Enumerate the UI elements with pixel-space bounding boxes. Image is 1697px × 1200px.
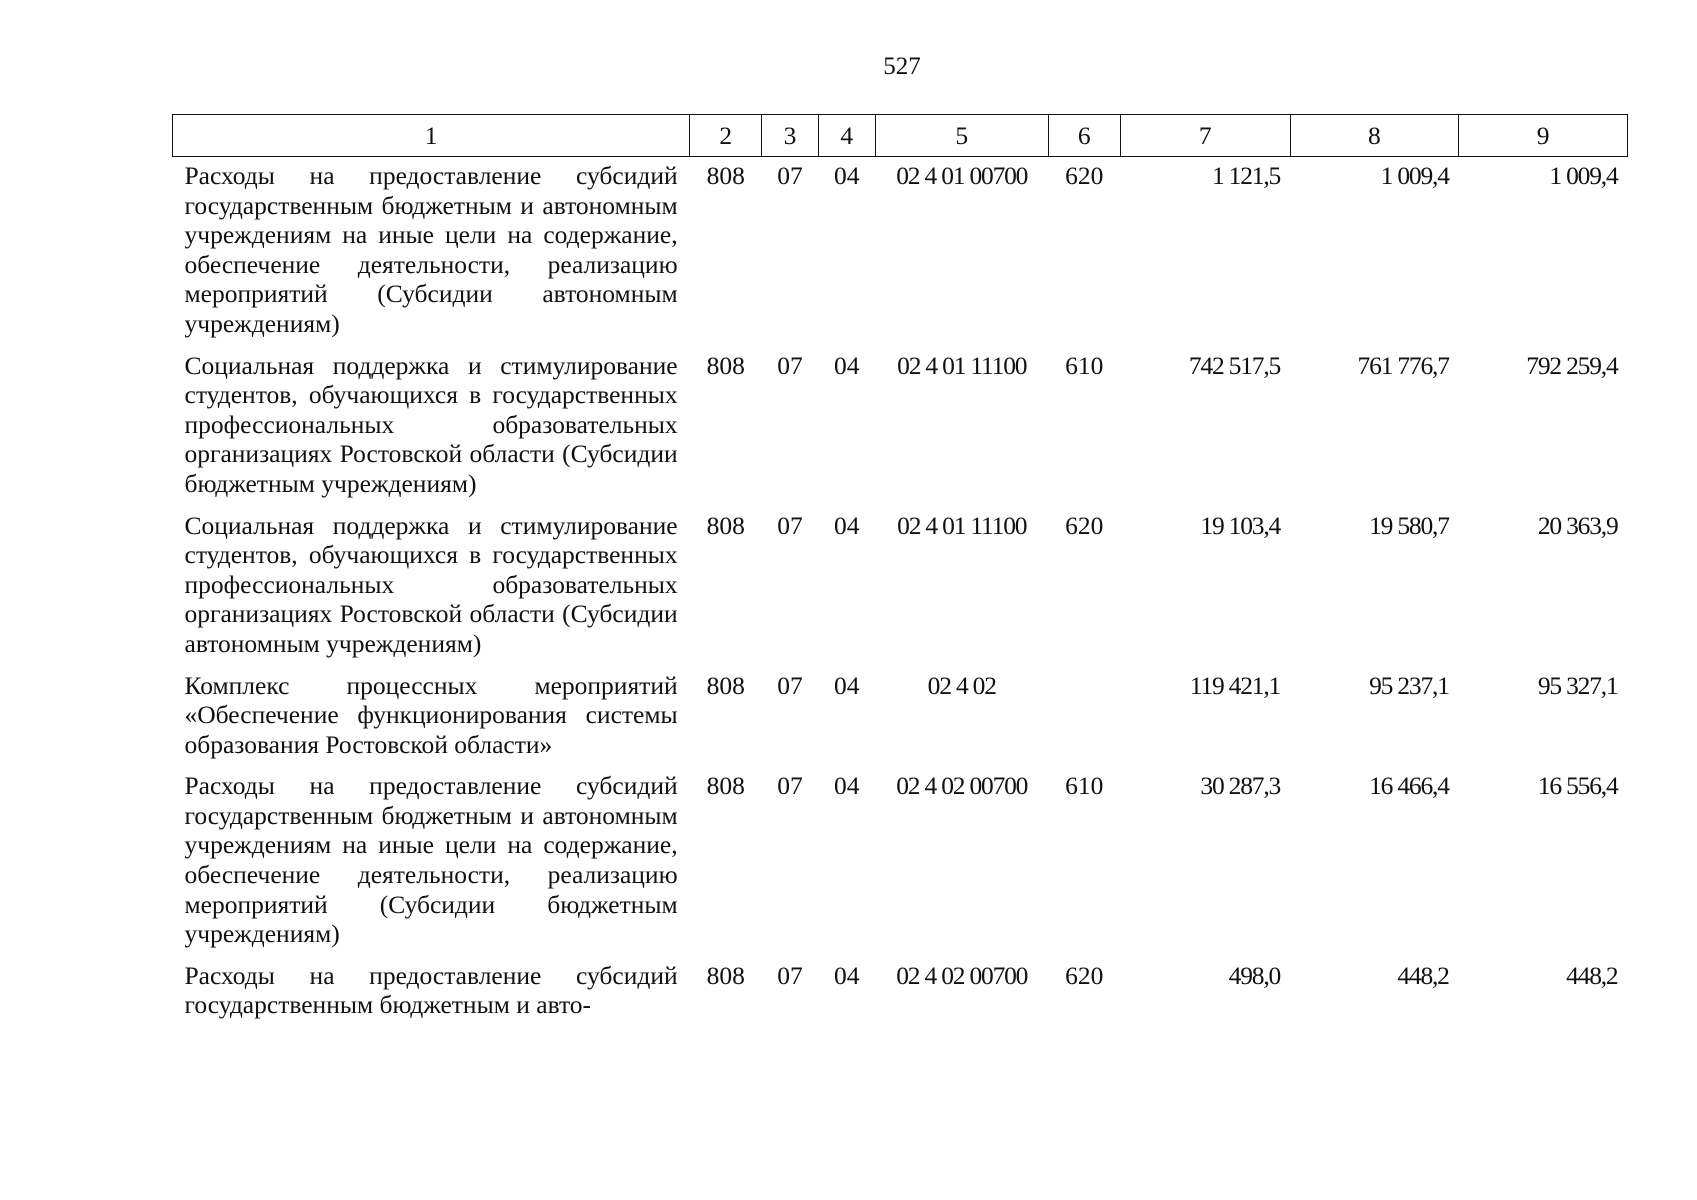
subsection-code-cell: 04 (834, 960, 860, 990)
table-row (173, 507, 1628, 667)
amount-col7-cell: 742 517,5 (1188, 350, 1281, 380)
ministry-code-cell: 808 (706, 771, 745, 801)
target-article-cell: 02 4 02 (927, 670, 996, 700)
column-header: 4 (818, 115, 875, 157)
column-header: 8 (1290, 115, 1459, 157)
amount-col9-cell: 16 556,4 (1537, 771, 1618, 801)
amount-col8-cell: 1 009,4 (1380, 161, 1449, 190)
table-row (173, 157, 1628, 347)
amount-col7-cell: 1 121,5 (1211, 161, 1281, 190)
section-code-cell: 07 (777, 510, 803, 540)
expense-name-cell: Комплекс процессных мероприятий «Обеспечение функционирования системы образования Ростовской области» (184, 670, 678, 759)
column-header: 1 (173, 115, 690, 157)
amount-col7-cell: 19 103,4 (1200, 510, 1281, 540)
amount-col9-cell: 95 327,1 (1537, 670, 1618, 700)
column-header: 9 (1459, 115, 1628, 157)
expense-type-cell: 610 (1065, 350, 1104, 380)
ministry-code-cell: 808 (706, 960, 745, 990)
ministry-code-cell: 808 (706, 670, 745, 700)
column-header: 6 (1048, 115, 1120, 157)
amount-col8-cell: 16 466,4 (1369, 771, 1449, 801)
table-row (173, 957, 1628, 1028)
section-code-cell: 07 (777, 670, 803, 700)
column-header: 3 (762, 115, 818, 157)
amount-col8-cell: 95 237,1 (1369, 670, 1449, 700)
expense-type-cell (1048, 667, 1120, 768)
expense-type-cell: 620 (1065, 960, 1104, 990)
amount-col9-cell: 448,2 (1566, 960, 1618, 990)
subsection-code-cell: 04 (834, 670, 860, 700)
target-article-cell: 02 4 02 00700 (896, 771, 1028, 801)
expense-type-cell: 620 (1065, 161, 1104, 190)
target-article-cell: 02 4 02 00700 (896, 960, 1028, 990)
section-code-cell: 07 (777, 161, 803, 190)
amount-col9-cell: 792 259,4 (1526, 350, 1618, 380)
table-row (173, 667, 1628, 768)
amount-col9-cell: 1 009,4 (1549, 161, 1618, 190)
expense-name-cell: Расходы на предоставление субсидий государственным бюджетным и автономным учреждениям на иные цели на содержание, обеспечение деятельности, реализацию мероприятий (Субсидии бюджетным учреждениям) (184, 771, 678, 949)
section-code-cell: 07 (777, 960, 803, 990)
column-header: 7 (1120, 115, 1290, 157)
amount-col8-cell: 448,2 (1397, 960, 1449, 990)
column-header: 2 (690, 115, 762, 157)
expense-name-cell: Расходы на предоставление субсидий государственным бюджетным и авто- (184, 960, 678, 1020)
amount-col7-cell: 30 287,3 (1200, 771, 1281, 801)
amount-col7-cell: 119 421,1 (1189, 670, 1281, 700)
amount-col8-cell: 19 580,7 (1369, 510, 1449, 540)
subsection-code-cell: 04 (834, 161, 860, 190)
subsection-code-cell: 04 (834, 350, 860, 380)
table-row (173, 767, 1628, 957)
expense-name-cell: Социальная поддержка и стимулирование студентов, обучающихся в государственных профессиональных образовательных организациях Ростовской области (Субсидии автономным учреждениям) (184, 510, 678, 658)
page-number: 527 (883, 53, 921, 80)
subsection-code-cell: 04 (834, 771, 860, 801)
target-article-cell: 02 4 01 11100 (897, 350, 1027, 380)
ministry-code-cell: 808 (706, 510, 745, 540)
expense-name-cell: Социальная поддержка и стимулирование студентов, обучающихся в государственных профессиональных образовательных организациях Ростовской области (Субсидии бюджетным учреждениям) (184, 350, 678, 498)
amount-col8-cell: 761 776,7 (1357, 350, 1449, 380)
ministry-code-cell: 808 (706, 161, 745, 190)
budget-table (172, 114, 1628, 1028)
ministry-code-cell: 808 (706, 350, 745, 380)
expense-type-cell: 610 (1065, 771, 1104, 801)
expense-type-cell: 620 (1065, 510, 1104, 540)
subsection-code-cell: 04 (834, 510, 860, 540)
table-header-row (173, 115, 1628, 157)
target-article-cell: 02 4 01 00700 (896, 161, 1028, 190)
section-code-cell: 07 (777, 771, 803, 801)
column-header: 5 (875, 115, 1048, 157)
table-row (173, 347, 1628, 507)
target-article-cell: 02 4 01 11100 (897, 510, 1027, 540)
amount-col7-cell: 498,0 (1228, 960, 1281, 990)
amount-col9-cell: 20 363,9 (1537, 510, 1618, 540)
section-code-cell: 07 (777, 350, 803, 380)
expense-name-cell: Расходы на предоставление субсидий государственным бюджетным и автономным учреждениям на иные цели на содержание, обеспечение деятельности, реализацию мероприятий (Субсидии автономным учреждениям) (184, 161, 678, 338)
